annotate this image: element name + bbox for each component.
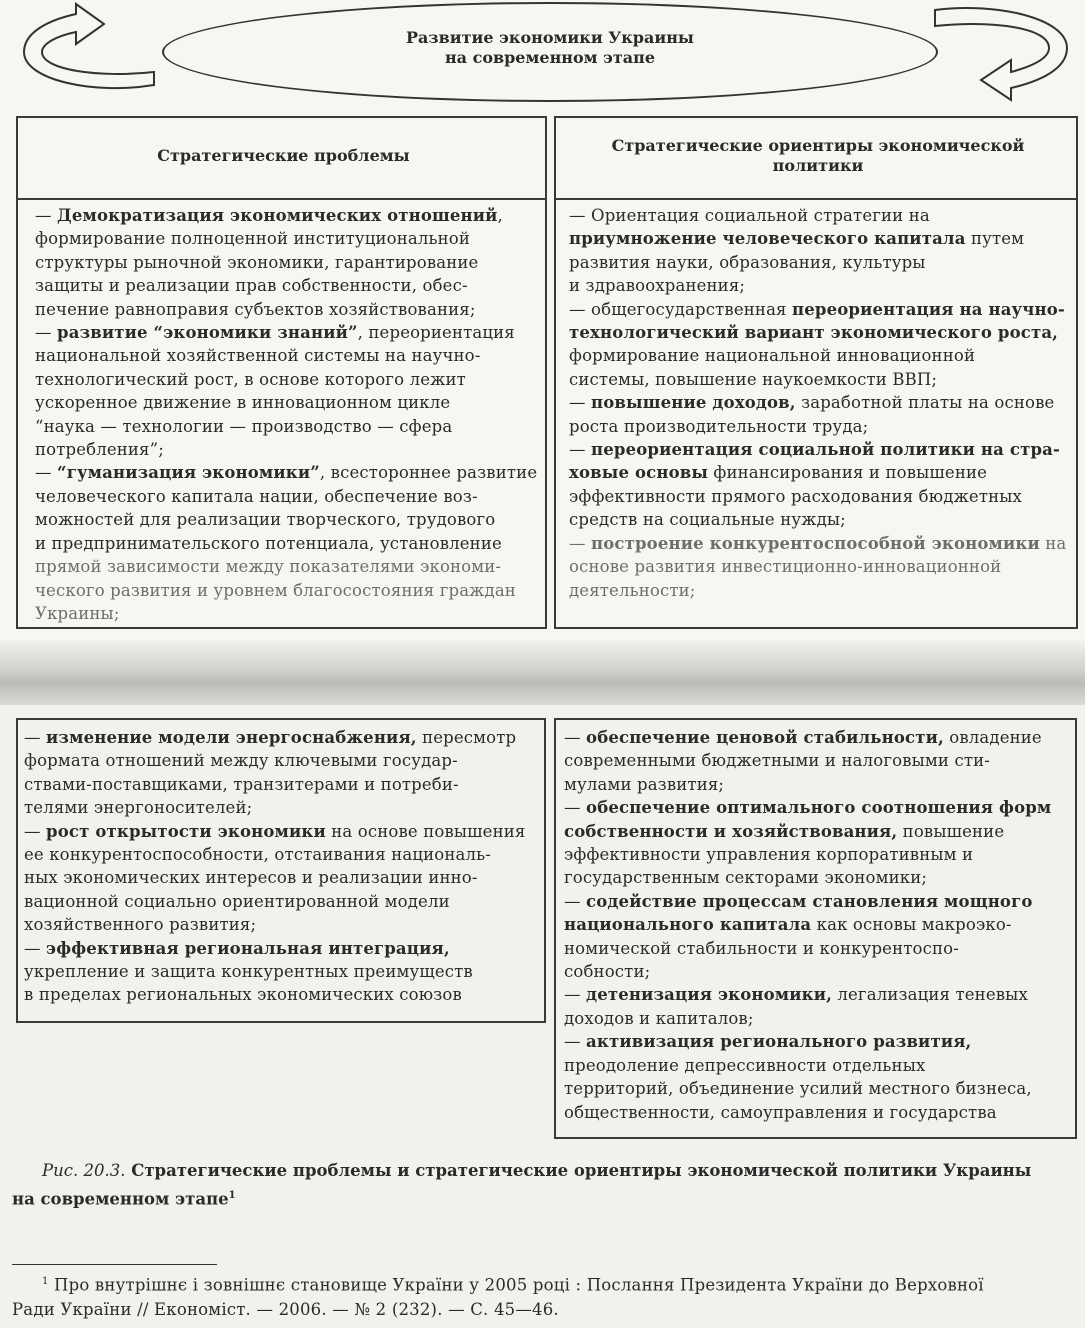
text-run: как основы макроэко- — [811, 915, 1012, 935]
text-run: овладение — [943, 728, 1042, 747]
text-line — [564, 749, 1074, 772]
text-line — [564, 1101, 1074, 1124]
text-line — [564, 1054, 1074, 1077]
text-run: средств на социальные нужды; — [569, 510, 846, 530]
text-line — [35, 555, 545, 578]
text-line — [35, 415, 545, 438]
text-line — [564, 983, 1074, 1006]
text-run: печение равноправия субъектов хозяйствования; — [35, 299, 476, 319]
text-line — [569, 321, 1074, 344]
text-run: формата отношений между ключевыми государ- — [24, 751, 458, 771]
text-line — [569, 391, 1074, 414]
text-run: повышение — [897, 821, 1005, 841]
text-line — [35, 391, 545, 414]
text-line — [35, 461, 545, 484]
bold-term: “гуманизация экономики” — [57, 463, 320, 483]
strategic-orientations-text — [569, 204, 1074, 602]
bold-term: собственности и хозяйствования, — [564, 821, 898, 841]
text-line — [35, 508, 545, 531]
text-line — [569, 251, 1074, 274]
footnote-marker: 1 — [228, 1190, 236, 1201]
text-line — [569, 532, 1074, 555]
footnote — [12, 1270, 1077, 1322]
divider — [556, 198, 1076, 200]
text-line — [564, 726, 1074, 749]
text-run: — — [35, 323, 58, 343]
bold-term: ховые основы — [569, 463, 709, 483]
text-line — [569, 415, 1074, 438]
text-run: формирование национальной инновационной — [569, 346, 976, 366]
text-run: вационной социально ориентированной модели — [24, 891, 450, 911]
text-run: , всестороннее развитие — [319, 463, 538, 483]
text-run: современными бюджетными и налоговыми сти- — [564, 751, 990, 771]
text-run: — — [35, 463, 58, 483]
text-line — [24, 937, 544, 960]
text-run: потребления”; — [35, 440, 164, 460]
strategic-problems-continued-text — [24, 726, 544, 1007]
text-line — [569, 368, 1074, 391]
strategic-problems-continued-box — [16, 718, 546, 1023]
right-circular-arrow-icon — [915, 0, 1085, 110]
text-run: развития науки, образования, культуры — [569, 252, 926, 272]
text-line — [569, 298, 1074, 321]
strategic-orientations-heading-line1: Стратегические ориентиры экономической — [611, 136, 1025, 155]
bold-term: изменение модели энергоснабжения, — [46, 728, 417, 747]
bold-term: содействие процессам становления мощного — [586, 891, 1033, 911]
text-run: , — [497, 206, 503, 225]
text-run: технологический рост, в основе которого лежит — [35, 369, 466, 389]
text-run: можностей для реализации творческого, трудового — [35, 510, 496, 530]
bold-term: технологический вариант экономического роста, — [569, 323, 1059, 343]
bold-term: национального капитала — [564, 915, 812, 935]
footnote-rule — [12, 1264, 217, 1265]
text-line — [564, 820, 1074, 843]
caption-text-line2: на современном этапе — [12, 1189, 229, 1209]
text-run: деятельности; — [569, 580, 696, 600]
text-run: хозяйственного развития; — [24, 915, 257, 935]
text-run: доходов и капиталов; — [564, 1008, 754, 1028]
text-run: собности; — [564, 962, 651, 982]
text-line — [569, 227, 1074, 250]
text-line — [564, 1007, 1074, 1030]
text-line — [24, 960, 544, 983]
text-run: ее конкурентоспособности, отстаивания националь- — [24, 845, 491, 865]
text-line — [35, 438, 545, 461]
text-run: эффективности управления корпоративным и — [564, 845, 974, 865]
text-run: структуры рыночной экономики, гарантирование — [35, 252, 479, 272]
header-ellipse — [162, 2, 938, 102]
bold-term: обеспечение ценовой стабильности, — [586, 728, 944, 747]
text-run: ствами-поставщиками, транзитерами и потреби- — [24, 774, 459, 794]
text-line — [564, 1077, 1074, 1100]
text-line — [35, 204, 545, 227]
caption-line1 — [12, 1158, 1082, 1183]
footnote-number: 1 — [42, 1276, 49, 1287]
text-run: укрепление и защита конкурентных преимуществ — [24, 962, 473, 982]
header-title-line2: на современном этапе — [444, 48, 656, 67]
text-line — [569, 344, 1074, 367]
text-run: — — [569, 533, 592, 553]
text-line — [24, 866, 544, 889]
text-run: — — [24, 938, 47, 958]
bold-term: детенизация экономики, — [586, 985, 832, 1005]
text-line — [35, 532, 545, 555]
strategic-orientations-continued-text — [564, 726, 1074, 1124]
text-run: — — [569, 393, 592, 413]
text-run: государственным секторами экономики; — [564, 868, 928, 888]
text-line — [24, 890, 544, 913]
text-run: ческого развития и уровнем благосостояния граждан — [35, 580, 516, 600]
text-run: в пределах региональных экономических союзов — [24, 985, 462, 1005]
text-run: — — [569, 440, 592, 460]
text-line — [35, 274, 545, 297]
strategic-problems-box — [16, 116, 547, 629]
strategic-orientations-heading-line2: политики — [772, 156, 864, 175]
text-run: основе развития инвестиционно-инновационной — [569, 557, 1002, 577]
text-line — [24, 773, 544, 796]
header-title-line1: Развитие экономики Украины — [406, 28, 694, 47]
text-line — [35, 602, 545, 625]
text-line — [35, 321, 545, 344]
text-line — [569, 274, 1074, 297]
text-line — [24, 820, 544, 843]
text-line — [35, 251, 545, 274]
text-run: эффективности прямого расходования бюджетных — [569, 486, 1022, 506]
strategic-orientations-continued-box — [554, 718, 1077, 1139]
bold-term: активизация регионального развития, — [586, 1032, 972, 1052]
text-line — [564, 960, 1074, 983]
text-line — [35, 368, 545, 391]
text-run: — — [24, 728, 47, 747]
text-run: заработной платы на основе — [795, 393, 1055, 413]
bold-term: развитие “экономики знаний” — [57, 323, 358, 343]
text-line — [564, 773, 1074, 796]
text-line — [24, 983, 544, 1006]
bold-term: построение конкурентоспособной экономики — [591, 533, 1040, 553]
text-line — [24, 726, 544, 749]
text-run: — — [35, 206, 58, 225]
text-run: человеческого капитала нации, обеспечение воз- — [35, 486, 478, 506]
text-run: национальной хозяйственной системы на научно- — [35, 346, 481, 366]
text-run: “наука — технологии — производство — сфера — [35, 416, 453, 436]
text-run: телями энергоносителей; — [24, 798, 253, 818]
bold-term: приумножение человеческого капитала — [569, 229, 966, 249]
text-line — [24, 796, 544, 819]
text-run: пересмотр — [416, 728, 517, 747]
text-line — [35, 227, 545, 250]
text-run: на — [1039, 533, 1067, 553]
text-run: роста производительности труда; — [569, 416, 869, 436]
bold-term: Демократизация экономических отношений — [57, 206, 498, 225]
text-run: Украины; — [35, 603, 120, 623]
text-line — [569, 461, 1074, 484]
text-line — [569, 508, 1074, 531]
text-run: преодоление депрессивности отдельных — [564, 1055, 926, 1075]
header-title — [385, 28, 715, 68]
left-circular-arrow-icon — [4, 0, 174, 110]
text-run: путем — [965, 229, 1025, 249]
text-line — [569, 438, 1074, 461]
text-line — [35, 485, 545, 508]
caption-text-line1: Стратегические проблемы и стратегические ориентиры экономической политики Украины — [125, 1161, 1032, 1180]
text-line — [564, 796, 1074, 819]
text-line — [35, 344, 545, 367]
text-line — [564, 913, 1074, 936]
text-run: — — [564, 1032, 587, 1052]
text-run: и здравоохранения; — [569, 276, 746, 296]
text-run: — — [24, 821, 47, 841]
strategic-orientations-heading — [556, 136, 1080, 176]
text-line — [564, 1030, 1074, 1053]
text-run: номической стабильности и конкурентоспо- — [564, 938, 959, 958]
text-line — [569, 579, 1074, 602]
text-run: — — [564, 891, 587, 911]
bold-term: рост открытости экономики — [46, 821, 326, 841]
footnote-line1 — [12, 1270, 1077, 1298]
text-run: общественности, самоуправления и государства — [564, 1102, 997, 1122]
text-line — [24, 749, 544, 772]
text-run: и предпринимательского потенциала, установление — [35, 533, 502, 553]
text-run: прямой зависимости между показателями экономи- — [35, 557, 502, 577]
text-line — [569, 555, 1074, 578]
text-line — [564, 843, 1074, 866]
text-run: системы, повышение наукоемкости ВВП; — [569, 369, 938, 389]
text-run: финансирования и повышение — [708, 463, 988, 483]
text-run: — — [564, 798, 587, 818]
text-run: территорий, объединение усилий местного бизнеса, — [564, 1079, 1032, 1099]
caption-line2 — [12, 1183, 1082, 1212]
text-run: легализация теневых — [831, 985, 1028, 1005]
bold-term: обеспечение оптимального соотношения форм — [586, 798, 1052, 818]
bold-term: переориентация социальной политики на стра- — [591, 440, 1060, 460]
text-run: защиты и реализации прав собственности, обес- — [35, 276, 468, 296]
figure-label: Рис. 20.3. — [42, 1161, 126, 1180]
bold-term: переориентация на научно- — [792, 299, 1065, 319]
text-run: формирование полноценной институциональной — [35, 229, 471, 249]
text-run: — — [564, 985, 587, 1005]
footnote-text-line1: Про внутрішнє і зовнішнє становище України у 2005 році : Послання Президента України до Верховної — [48, 1275, 984, 1295]
text-run: , переориентация — [357, 323, 515, 343]
text-line — [24, 913, 544, 936]
text-line — [564, 890, 1074, 913]
divider — [18, 198, 545, 200]
text-line — [564, 866, 1074, 889]
text-run: на основе повышения — [325, 821, 526, 841]
text-line — [24, 843, 544, 866]
bold-term: эффективная региональная интеграция, — [46, 938, 450, 958]
text-line — [35, 579, 545, 602]
strategic-orientations-box — [554, 116, 1078, 629]
text-run: — общегосударственная — [569, 299, 793, 319]
text-run: ускоренное движение в инновационном цикле — [35, 393, 451, 413]
strategic-problems-heading: Стратегические проблемы — [157, 146, 410, 165]
bold-term: повышение доходов, — [591, 393, 796, 413]
text-run: мулами развития; — [564, 774, 725, 794]
text-run: — Ориентация социальной стратегии на — [569, 206, 930, 225]
text-run: ных экономических интересов и реализации инно- — [24, 868, 478, 888]
page-fold-shadow — [0, 640, 1085, 712]
footnote-text-line2: Ради України // Економіст. — 2006. — № 2 (232). — С. 45—46. — [12, 1299, 559, 1319]
text-line — [35, 298, 545, 321]
text-line — [569, 485, 1074, 508]
figure-caption — [12, 1158, 1082, 1212]
text-run: — — [564, 728, 587, 747]
text-line — [569, 204, 1074, 227]
text-line — [564, 937, 1074, 960]
strategic-problems-text — [35, 204, 545, 625]
